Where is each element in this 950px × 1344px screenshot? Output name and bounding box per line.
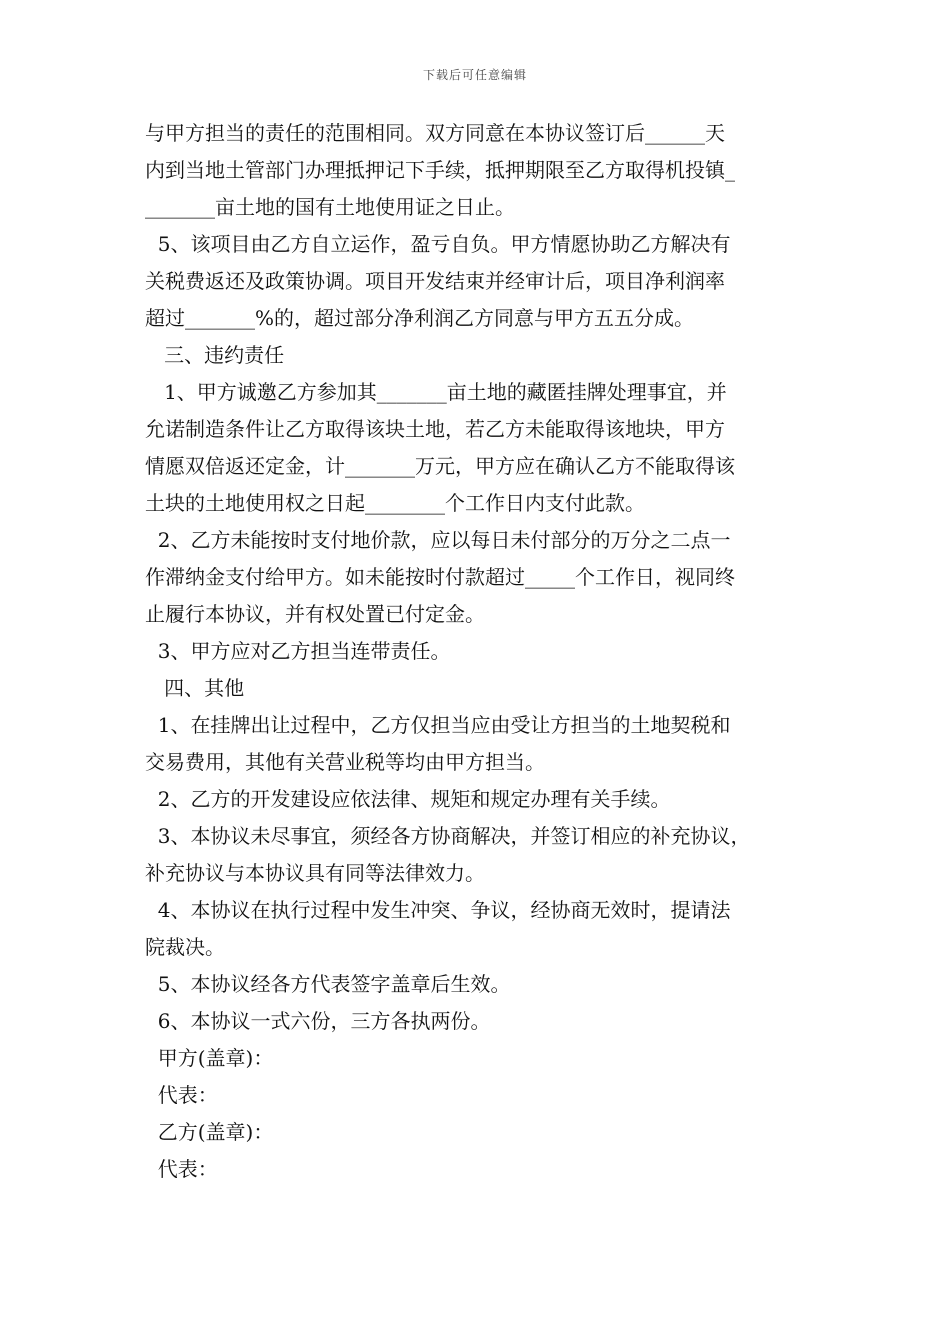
- text-line: 院裁决。: [145, 935, 225, 959]
- text-line: 6、本协议一式六份，三方各执两份。: [145, 1009, 491, 1033]
- signature-representative-a: 代表：: [145, 1083, 218, 1107]
- text-line: 关税费返还及政策协调。项目开发结束并经审计后，项目净利润率: [145, 269, 725, 293]
- text-line: 补充协议与本协议具有同等法律效力。: [145, 861, 485, 885]
- text-line: _______亩土地的国有土地使用证之日止。: [145, 195, 515, 219]
- text-line: 2、乙方的开发建设应依法律、规矩和规定办理有关手续。: [145, 787, 671, 811]
- text-line: 与甲方担当的责任的范围相同。双方同意在本协议签订后______天: [145, 121, 725, 145]
- text-line: 2、乙方未能按时支付地价款，应以每日未付部分的万分之二点一: [145, 528, 731, 552]
- text-line: 允诺制造条件让乙方取得该块土地，若乙方未能取得该地块，甲方: [145, 417, 725, 441]
- signature-party-a: 甲方(盖章)：: [145, 1046, 274, 1070]
- page-header: 下载后可任意编辑: [422, 68, 527, 82]
- signature-representative-b: 代表：: [145, 1157, 218, 1181]
- text-line: 4、本协议在执行过程中发生冲突、争议，经协商无效时，提请法: [145, 898, 731, 922]
- document-body: [145, 115, 815, 1188]
- text-line: 内到当地土管部门办理抵押记下手续，抵押期限至乙方取得机投镇_: [145, 158, 735, 182]
- section-heading: 四、其他: [145, 676, 245, 700]
- text-line: 超过_______%的，超过部分净利润乙方同意与甲方五五分成。: [145, 306, 695, 330]
- text-line: 3、甲方应对乙方担当连带责任。: [145, 639, 451, 663]
- text-line: 5、该项目由乙方自立运作，盈亏自负。甲方情愿协助乙方解决有: [145, 232, 731, 256]
- text-line: 3、本协议未尽事宜，须经各方协商解决，并签订相应的补充协议，: [145, 824, 751, 848]
- text-line: 交易费用，其他有关营业税等均由甲方担当。: [145, 750, 545, 774]
- text-line: 土块的土地使用权之日起________个工作日内支付此款。: [145, 491, 645, 515]
- text-line: 1、在挂牌出让过程中，乙方仅担当应由受让方担当的土地契税和: [145, 713, 731, 737]
- text-line: 5、本协议经各方代表签字盖章后生效。: [145, 972, 511, 996]
- text-line: 情愿双倍返还定金，计_______万元，甲方应在确认乙方不能取得该: [145, 454, 735, 478]
- text-line: 止履行本协议，并有权处置已付定金。: [145, 602, 485, 626]
- section-heading: 三、违约责任: [145, 343, 285, 367]
- text-line: 1、甲方诚邀乙方参加其_______亩土地的藏匿挂牌处理事宜，并: [145, 380, 727, 404]
- text-line: 作滞纳金支付给甲方。如未能按时付款超过_____个工作日，视同终: [145, 565, 735, 589]
- signature-party-b: 乙方(盖章)：: [145, 1120, 274, 1144]
